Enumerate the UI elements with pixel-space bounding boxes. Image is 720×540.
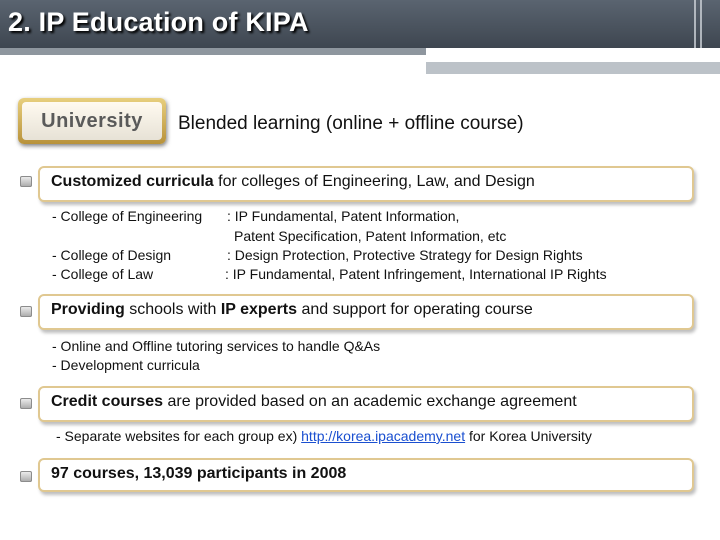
detail-text: - Separate websites for each group ex): [56, 428, 302, 444]
section-box-experts: [38, 294, 694, 330]
detail-label: - College of Law: [52, 266, 154, 282]
detail-line: - Online and Offline tutoring services to handle Q&As: [52, 338, 381, 354]
detail-value: : Design Protection, Protective Strategy for Design Rights: [227, 247, 583, 263]
university-badge: [18, 98, 166, 144]
detail-value: Patent Specification, Patent Information, etc: [234, 228, 507, 244]
section-text: [51, 301, 533, 319]
section-text-rest: and support for operating course: [297, 301, 533, 318]
detail-line: - Development curricula: [52, 357, 200, 373]
bullet-icon: [20, 471, 32, 482]
bullet-icon: [20, 176, 32, 187]
detail-value: : IP Fundamental, Patent Infringement, International IP Rights: [225, 266, 607, 282]
title-decoration: [700, 0, 702, 48]
section-text: 97 courses, 13,039 participants in 2008: [51, 465, 347, 482]
section-box-credit: [38, 386, 694, 422]
detail-label: - College of Engineering: [52, 208, 203, 224]
title-accent-bar: [426, 62, 720, 74]
section-text-rest: schools with: [124, 301, 221, 318]
program-headline: Blended learning (online + offline course): [178, 113, 524, 134]
korea-academy-link[interactable]: http://korea.ipacademy.net: [301, 428, 466, 444]
title-decoration: [694, 0, 696, 48]
detail-line: [56, 428, 592, 444]
slide-title: 2. IP Education of KIPA: [8, 7, 309, 37]
section-text-bold: IP experts: [220, 301, 298, 318]
section-text-bold: Credit courses: [51, 393, 164, 410]
university-badge-label: University: [22, 102, 162, 140]
section-box-courses: [38, 458, 694, 492]
detail-label: - College of Design: [52, 247, 172, 263]
section-text: [51, 173, 535, 191]
bullet-icon: [20, 306, 32, 317]
detail-text: for Korea University: [465, 428, 592, 444]
detail-value: : IP Fundamental, Patent Information,: [227, 208, 460, 224]
section-box-curricula: [38, 166, 694, 202]
title-underline: [0, 48, 426, 55]
section-text-bold: Providing: [51, 301, 125, 318]
section-text-bold: Customized curricula: [51, 173, 214, 190]
bullet-icon: [20, 398, 32, 409]
section-text-rest: are provided based on an academic exchange agreement: [163, 393, 577, 410]
section-text-rest: for colleges of Engineering, Law, and Design: [213, 173, 535, 190]
section-text: [51, 393, 577, 411]
title-bar: [0, 0, 720, 48]
